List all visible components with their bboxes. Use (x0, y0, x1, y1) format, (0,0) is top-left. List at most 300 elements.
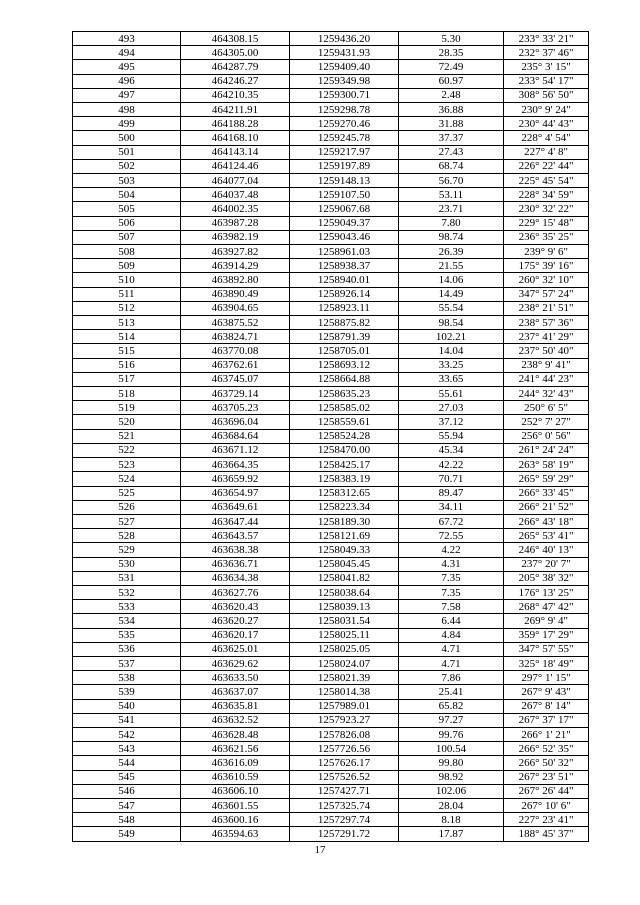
x-coordinate-cell: 463638.38 (181, 543, 290, 557)
distance-cell: 6.44 (399, 614, 504, 628)
y-coordinate-cell: 1258189.30 (290, 514, 399, 528)
bearing-cell: 226° 22' 44" (504, 159, 589, 173)
table-row (73, 358, 589, 372)
bearing-cell: 228° 4' 54" (504, 131, 589, 145)
point-number-cell: 505 (73, 202, 181, 216)
point-number-cell: 500 (73, 131, 181, 145)
bearing-cell: 227° 4' 8" (504, 145, 589, 159)
table-row (73, 557, 589, 571)
table-row (73, 60, 589, 74)
y-coordinate-cell: 1258425.17 (290, 458, 399, 472)
bearing-cell: 266° 52' 35" (504, 742, 589, 756)
point-number-cell: 513 (73, 316, 181, 330)
bearing-cell: 233° 33' 21" (504, 32, 589, 46)
table-row (73, 827, 589, 841)
table-row (73, 188, 589, 202)
point-number-cell: 524 (73, 472, 181, 486)
distance-cell: 4.71 (399, 656, 504, 670)
bearing-cell: 225° 45' 54" (504, 174, 589, 188)
y-coordinate-cell: 1257427.71 (290, 784, 399, 798)
distance-cell: 98.54 (399, 316, 504, 330)
distance-cell: 2.48 (399, 88, 504, 102)
x-coordinate-cell: 463610.59 (181, 770, 290, 784)
table-row (73, 458, 589, 472)
distance-cell: 68.74 (399, 159, 504, 173)
y-coordinate-cell: 1257297.74 (290, 813, 399, 827)
y-coordinate-cell: 1258926.14 (290, 287, 399, 301)
y-coordinate-cell: 1259107.50 (290, 188, 399, 202)
y-coordinate-cell: 1258961.03 (290, 245, 399, 259)
distance-cell: 25.41 (399, 685, 504, 699)
table-row (73, 216, 589, 230)
point-number-cell: 530 (73, 557, 181, 571)
distance-cell: 99.76 (399, 727, 504, 741)
x-coordinate-cell: 463616.09 (181, 756, 290, 770)
point-number-cell: 521 (73, 429, 181, 443)
point-number-cell: 534 (73, 614, 181, 628)
table-row (73, 500, 589, 514)
table-row (73, 571, 589, 585)
table-row (73, 429, 589, 443)
y-coordinate-cell: 1258938.37 (290, 259, 399, 273)
bearing-cell: 237° 50' 40" (504, 344, 589, 358)
point-number-cell: 541 (73, 713, 181, 727)
point-number-cell: 518 (73, 387, 181, 401)
x-coordinate-cell: 464287.79 (181, 60, 290, 74)
table-row (73, 316, 589, 330)
x-coordinate-cell: 463635.81 (181, 699, 290, 713)
point-number-cell: 537 (73, 656, 181, 670)
point-number-cell: 549 (73, 827, 181, 841)
bearing-cell: 237° 41' 29" (504, 330, 589, 344)
distance-cell: 33.25 (399, 358, 504, 372)
y-coordinate-cell: 1258025.05 (290, 642, 399, 656)
table-row (73, 159, 589, 173)
y-coordinate-cell: 1258038.64 (290, 585, 399, 599)
table-row (73, 614, 589, 628)
point-number-cell: 503 (73, 174, 181, 188)
table-row (73, 301, 589, 315)
y-coordinate-cell: 1258705.01 (290, 344, 399, 358)
distance-cell: 27.03 (399, 401, 504, 415)
y-coordinate-cell: 1257726.56 (290, 742, 399, 756)
y-coordinate-cell: 1258045.45 (290, 557, 399, 571)
distance-cell: 72.49 (399, 60, 504, 74)
bearing-cell: 205° 38' 32" (504, 571, 589, 585)
bearing-cell: 267° 8' 14" (504, 699, 589, 713)
table-row (73, 401, 589, 415)
x-coordinate-cell: 463620.17 (181, 628, 290, 642)
table-row (73, 32, 589, 46)
x-coordinate-cell: 464305.00 (181, 46, 290, 60)
x-coordinate-cell: 463632.52 (181, 713, 290, 727)
distance-cell: 89.47 (399, 486, 504, 500)
distance-cell: 26.39 (399, 245, 504, 259)
y-coordinate-cell: 1258470.00 (290, 443, 399, 457)
distance-cell: 36.88 (399, 103, 504, 117)
x-coordinate-cell: 463636.71 (181, 557, 290, 571)
distance-cell: 99.80 (399, 756, 504, 770)
table-row (73, 585, 589, 599)
bearing-cell: 238° 57' 36" (504, 316, 589, 330)
point-number-cell: 545 (73, 770, 181, 784)
table-row (73, 756, 589, 770)
bearing-cell: 188° 45' 37" (504, 827, 589, 841)
bearing-cell: 227° 23' 41" (504, 813, 589, 827)
x-coordinate-cell: 464308.15 (181, 32, 290, 46)
x-coordinate-cell: 463594.63 (181, 827, 290, 841)
x-coordinate-cell: 463987.28 (181, 216, 290, 230)
point-number-cell: 517 (73, 372, 181, 386)
x-coordinate-cell: 463628.48 (181, 727, 290, 741)
x-coordinate-cell: 464037.48 (181, 188, 290, 202)
point-number-cell: 497 (73, 88, 181, 102)
distance-cell: 31.88 (399, 117, 504, 131)
distance-cell: 37.12 (399, 415, 504, 429)
point-number-cell: 512 (73, 301, 181, 315)
bearing-cell: 359° 17' 29" (504, 628, 589, 642)
distance-cell: 34.11 (399, 500, 504, 514)
coordinate-table (72, 31, 589, 842)
bearing-cell: 308° 56' 50" (504, 88, 589, 102)
point-number-cell: 494 (73, 46, 181, 60)
x-coordinate-cell: 464002.35 (181, 202, 290, 216)
bearing-cell: 267° 37' 17" (504, 713, 589, 727)
bearing-cell: 269° 9' 4" (504, 614, 589, 628)
bearing-cell: 263° 58' 19" (504, 458, 589, 472)
y-coordinate-cell: 1259436.20 (290, 32, 399, 46)
point-number-cell: 547 (73, 798, 181, 812)
bearing-cell: 266° 33' 45" (504, 486, 589, 500)
table-row (73, 713, 589, 727)
distance-cell: 23.71 (399, 202, 504, 216)
x-coordinate-cell: 464188.28 (181, 117, 290, 131)
distance-cell: 42.22 (399, 458, 504, 472)
x-coordinate-cell: 463633.50 (181, 671, 290, 685)
distance-cell: 7.35 (399, 585, 504, 599)
point-number-cell: 509 (73, 259, 181, 273)
x-coordinate-cell: 464077.04 (181, 174, 290, 188)
y-coordinate-cell: 1257923.27 (290, 713, 399, 727)
x-coordinate-cell: 463705.23 (181, 401, 290, 415)
x-coordinate-cell: 464168.10 (181, 131, 290, 145)
table-row (73, 287, 589, 301)
distance-cell: 102.21 (399, 330, 504, 344)
y-coordinate-cell: 1257989.01 (290, 699, 399, 713)
table-row (73, 685, 589, 699)
table-row (73, 486, 589, 500)
point-number-cell: 538 (73, 671, 181, 685)
table-row (73, 529, 589, 543)
y-coordinate-cell: 1258312.65 (290, 486, 399, 500)
point-number-cell: 496 (73, 74, 181, 88)
bearing-cell: 267° 9' 43" (504, 685, 589, 699)
distance-cell: 27.43 (399, 145, 504, 159)
bearing-cell: 238° 21' 51" (504, 301, 589, 315)
point-number-cell: 531 (73, 571, 181, 585)
point-number-cell: 493 (73, 32, 181, 46)
y-coordinate-cell: 1259300.71 (290, 88, 399, 102)
distance-cell: 97.27 (399, 713, 504, 727)
y-coordinate-cell: 1259409.40 (290, 60, 399, 74)
table-row (73, 74, 589, 88)
point-number-cell: 519 (73, 401, 181, 415)
table-row (73, 642, 589, 656)
coordinate-table-body (73, 32, 589, 842)
distance-cell: 65.82 (399, 699, 504, 713)
bearing-cell: 175° 39' 16" (504, 259, 589, 273)
point-number-cell: 508 (73, 245, 181, 259)
x-coordinate-cell: 463625.01 (181, 642, 290, 656)
distance-cell: 98.74 (399, 230, 504, 244)
distance-cell: 4.71 (399, 642, 504, 656)
y-coordinate-cell: 1259270.46 (290, 117, 399, 131)
y-coordinate-cell: 1259197.89 (290, 159, 399, 173)
x-coordinate-cell: 463629.62 (181, 656, 290, 670)
bearing-cell: 266° 43' 18" (504, 514, 589, 528)
bearing-cell: 238° 9' 41" (504, 358, 589, 372)
bearing-cell: 267° 10' 6" (504, 798, 589, 812)
point-number-cell: 507 (73, 230, 181, 244)
bearing-cell: 347° 57' 24" (504, 287, 589, 301)
y-coordinate-cell: 1257826.08 (290, 727, 399, 741)
point-number-cell: 499 (73, 117, 181, 131)
table-row (73, 174, 589, 188)
distance-cell: 14.06 (399, 273, 504, 287)
distance-cell: 98.92 (399, 770, 504, 784)
point-number-cell: 539 (73, 685, 181, 699)
point-number-cell: 511 (73, 287, 181, 301)
point-number-cell: 533 (73, 600, 181, 614)
point-number-cell: 535 (73, 628, 181, 642)
table-row (73, 245, 589, 259)
point-number-cell: 532 (73, 585, 181, 599)
table-row (73, 543, 589, 557)
point-number-cell: 515 (73, 344, 181, 358)
x-coordinate-cell: 463875.52 (181, 316, 290, 330)
y-coordinate-cell: 1258014.38 (290, 685, 399, 699)
y-coordinate-cell: 1257325.74 (290, 798, 399, 812)
distance-cell: 7.86 (399, 671, 504, 685)
y-coordinate-cell: 1259245.78 (290, 131, 399, 145)
point-number-cell: 510 (73, 273, 181, 287)
bearing-cell: 266° 50' 32" (504, 756, 589, 770)
x-coordinate-cell: 463659.92 (181, 472, 290, 486)
table-row (73, 443, 589, 457)
distance-cell: 5.30 (399, 32, 504, 46)
table-row (73, 344, 589, 358)
x-coordinate-cell: 463643.57 (181, 529, 290, 543)
x-coordinate-cell: 463671.12 (181, 443, 290, 457)
table-row (73, 813, 589, 827)
bearing-cell: 244° 32' 43" (504, 387, 589, 401)
x-coordinate-cell: 463601.55 (181, 798, 290, 812)
x-coordinate-cell: 463654.97 (181, 486, 290, 500)
table-row (73, 600, 589, 614)
point-number-cell: 536 (73, 642, 181, 656)
y-coordinate-cell: 1259431.93 (290, 46, 399, 60)
y-coordinate-cell: 1258791.39 (290, 330, 399, 344)
point-number-cell: 523 (73, 458, 181, 472)
point-number-cell: 520 (73, 415, 181, 429)
x-coordinate-cell: 464211.91 (181, 103, 290, 117)
y-coordinate-cell: 1259067.68 (290, 202, 399, 216)
bearing-cell: 347° 57' 55" (504, 642, 589, 656)
table-row (73, 770, 589, 784)
x-coordinate-cell: 463770.08 (181, 344, 290, 358)
x-coordinate-cell: 463927.82 (181, 245, 290, 259)
point-number-cell: 543 (73, 742, 181, 756)
y-coordinate-cell: 1258049.33 (290, 543, 399, 557)
point-number-cell: 525 (73, 486, 181, 500)
bearing-cell: 228° 34' 59" (504, 188, 589, 202)
distance-cell: 45.34 (399, 443, 504, 457)
y-coordinate-cell: 1257626.17 (290, 756, 399, 770)
x-coordinate-cell: 463745.07 (181, 372, 290, 386)
point-number-cell: 516 (73, 358, 181, 372)
distance-cell: 14.04 (399, 344, 504, 358)
point-number-cell: 498 (73, 103, 181, 117)
y-coordinate-cell: 1259049.37 (290, 216, 399, 230)
table-row (73, 372, 589, 386)
x-coordinate-cell: 464210.35 (181, 88, 290, 102)
x-coordinate-cell: 463684.64 (181, 429, 290, 443)
point-number-cell: 527 (73, 514, 181, 528)
table-row (73, 103, 589, 117)
point-number-cell: 528 (73, 529, 181, 543)
x-coordinate-cell: 463634.38 (181, 571, 290, 585)
y-coordinate-cell: 1259148.13 (290, 174, 399, 188)
y-coordinate-cell: 1258024.07 (290, 656, 399, 670)
distance-cell: 100.54 (399, 742, 504, 756)
bearing-cell: 256° 0' 56" (504, 429, 589, 443)
x-coordinate-cell: 463890.49 (181, 287, 290, 301)
table-row (73, 145, 589, 159)
bearing-cell: 230° 32' 22" (504, 202, 589, 216)
y-coordinate-cell: 1258121.69 (290, 529, 399, 543)
y-coordinate-cell: 1258693.12 (290, 358, 399, 372)
distance-cell: 55.94 (399, 429, 504, 443)
x-coordinate-cell: 463621.56 (181, 742, 290, 756)
table-row (73, 671, 589, 685)
x-coordinate-cell: 463696.04 (181, 415, 290, 429)
distance-cell: 17.87 (399, 827, 504, 841)
table-row (73, 131, 589, 145)
y-coordinate-cell: 1258559.61 (290, 415, 399, 429)
y-coordinate-cell: 1258635.23 (290, 387, 399, 401)
y-coordinate-cell: 1258383.19 (290, 472, 399, 486)
bearing-cell: 241° 44' 23" (504, 372, 589, 386)
bearing-cell: 176° 13' 25" (504, 585, 589, 599)
point-number-cell: 542 (73, 727, 181, 741)
x-coordinate-cell: 463637.07 (181, 685, 290, 699)
distance-cell: 14.49 (399, 287, 504, 301)
distance-cell: 4.22 (399, 543, 504, 557)
page-number: 17 (314, 844, 326, 856)
y-coordinate-cell: 1258664.88 (290, 372, 399, 386)
table-row (73, 415, 589, 429)
x-coordinate-cell: 463649.61 (181, 500, 290, 514)
point-number-cell: 501 (73, 145, 181, 159)
x-coordinate-cell: 463600.16 (181, 813, 290, 827)
distance-cell: 8.18 (399, 813, 504, 827)
bearing-cell: 250° 6' 5" (504, 401, 589, 415)
x-coordinate-cell: 463892.80 (181, 273, 290, 287)
table-row (73, 259, 589, 273)
distance-cell: 56.70 (399, 174, 504, 188)
bearing-cell: 230° 44' 43" (504, 117, 589, 131)
bearing-cell: 230° 9' 24" (504, 103, 589, 117)
x-coordinate-cell: 463824.71 (181, 330, 290, 344)
y-coordinate-cell: 1259298.78 (290, 103, 399, 117)
point-number-cell: 548 (73, 813, 181, 827)
distance-cell: 102.06 (399, 784, 504, 798)
x-coordinate-cell: 464124.46 (181, 159, 290, 173)
distance-cell: 4.84 (399, 628, 504, 642)
distance-cell: 72.55 (399, 529, 504, 543)
point-number-cell: 506 (73, 216, 181, 230)
x-coordinate-cell: 463664.35 (181, 458, 290, 472)
bearing-cell: 325° 18' 49" (504, 656, 589, 670)
x-coordinate-cell: 463606.10 (181, 784, 290, 798)
distance-cell: 33.65 (399, 372, 504, 386)
x-coordinate-cell: 464143.14 (181, 145, 290, 159)
bearing-cell: 233° 54' 17" (504, 74, 589, 88)
table-row (73, 46, 589, 60)
table-row (73, 798, 589, 812)
x-coordinate-cell: 463620.27 (181, 614, 290, 628)
distance-cell: 55.61 (399, 387, 504, 401)
distance-cell: 7.35 (399, 571, 504, 585)
distance-cell: 28.35 (399, 46, 504, 60)
y-coordinate-cell: 1257526.52 (290, 770, 399, 784)
distance-cell: 37.37 (399, 131, 504, 145)
y-coordinate-cell: 1258021.39 (290, 671, 399, 685)
table-row (73, 230, 589, 244)
y-coordinate-cell: 1259349.98 (290, 74, 399, 88)
point-number-cell: 526 (73, 500, 181, 514)
y-coordinate-cell: 1258585.02 (290, 401, 399, 415)
table-row (73, 727, 589, 741)
bearing-cell: 237° 20' 7" (504, 557, 589, 571)
table-row (73, 742, 589, 756)
distance-cell: 7.58 (399, 600, 504, 614)
distance-cell: 28.04 (399, 798, 504, 812)
x-coordinate-cell: 463982.19 (181, 230, 290, 244)
bearing-cell: 229° 15' 48" (504, 216, 589, 230)
bearing-cell: 268° 47' 42" (504, 600, 589, 614)
bearing-cell: 252° 7' 27" (504, 415, 589, 429)
x-coordinate-cell: 463914.29 (181, 259, 290, 273)
table-row (73, 202, 589, 216)
bearing-cell: 239° 9' 6" (504, 245, 589, 259)
point-number-cell: 540 (73, 699, 181, 713)
table-row (73, 699, 589, 713)
table-row (73, 628, 589, 642)
bearing-cell: 235° 3' 15" (504, 60, 589, 74)
distance-cell: 7.80 (399, 216, 504, 230)
bearing-cell: 261° 24' 24" (504, 443, 589, 457)
x-coordinate-cell: 463904.65 (181, 301, 290, 315)
point-number-cell: 502 (73, 159, 181, 173)
x-coordinate-cell: 463647.44 (181, 514, 290, 528)
y-coordinate-cell: 1258039.13 (290, 600, 399, 614)
table-row (73, 273, 589, 287)
point-number-cell: 546 (73, 784, 181, 798)
bearing-cell: 297° 1' 15" (504, 671, 589, 685)
y-coordinate-cell: 1258923.11 (290, 301, 399, 315)
distance-cell: 21.55 (399, 259, 504, 273)
